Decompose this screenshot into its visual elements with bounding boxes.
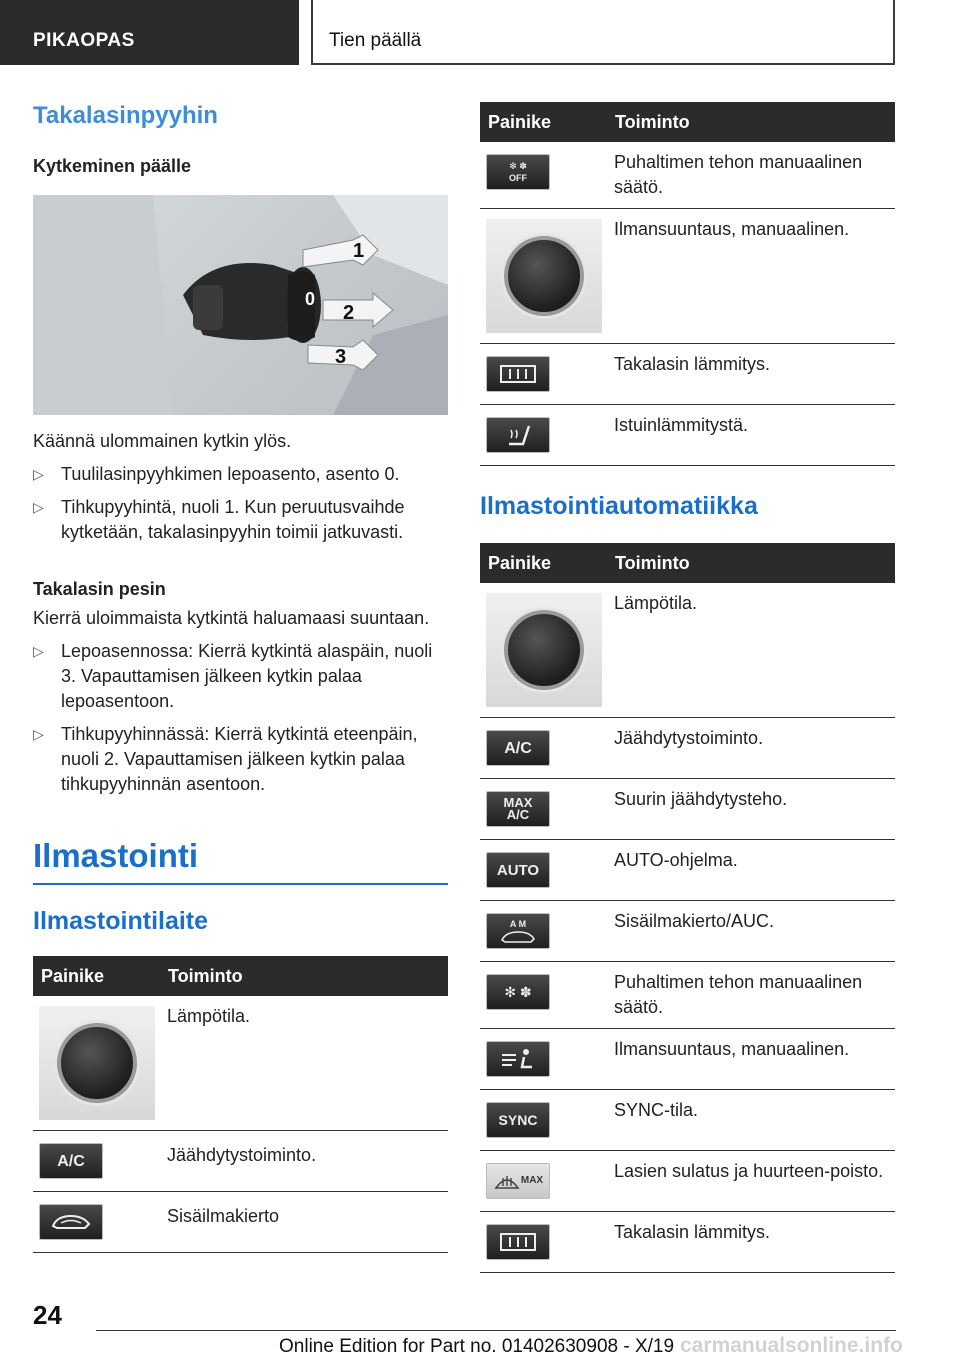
footer-divider <box>96 1330 896 1331</box>
table-row: Sisäilmakierto <box>33 1192 448 1253</box>
washer-bullets <box>33 639 448 797</box>
climate-table <box>33 956 448 1253</box>
table-row: Lämpötila. <box>480 583 895 718</box>
table-row: MAX A/C Suurin jäähdytysteho. <box>480 779 895 840</box>
climate-title: Ilmastointi <box>33 837 199 874</box>
list-item: ▷ Tihkupyyhintä, nuoli 1. Kun peruutusvaihde kytketään, takalasinpyyhin toimii jatkuvasti. <box>33 497 405 542</box>
table-row: A/C Jäähdytystoiminto. <box>480 718 895 779</box>
title-divider <box>33 883 448 885</box>
rear-wiper-title: Takalasinpyyhin <box>33 102 218 129</box>
arrow-label-2: 2 <box>343 302 355 324</box>
page-header <box>0 0 960 66</box>
right-column <box>480 102 895 1273</box>
table-row: SYNC SYNC-tila. <box>480 1090 895 1151</box>
wiper-stalk-photo <box>33 195 448 415</box>
arrow-label-1: 1 <box>353 240 365 262</box>
col-header-button: Painike <box>480 102 606 142</box>
washer-title: Takalasin pesin <box>33 579 166 599</box>
rear-wiper-subtitle: Kytkeminen päälle <box>33 156 192 176</box>
climate-table-continued <box>480 102 895 466</box>
table-row: AUTO AUTO-ohjelma. <box>480 840 895 901</box>
rear-wiper-intro: Käännä ulommainen kytkin ylös. <box>33 431 292 451</box>
col-header-function: Toiminto <box>159 956 448 996</box>
col-header-button: Painike <box>33 956 159 996</box>
triangle-bullet-icon: ▷ <box>33 726 44 742</box>
col-header-button: Painike <box>480 543 606 583</box>
section-tab: PIKAOPAS <box>0 0 299 65</box>
col-header-function: Toiminto <box>606 102 895 142</box>
wiper-stalk-illustration <box>33 195 448 415</box>
air-distribution-icon <box>486 1041 550 1077</box>
list-item: ▷ Tihkupyyhinnässä: Kierrä kytkintä eteenpäin, nuoli 2. Vapauttamisen jälkeen kytkin palaa tihkupyyhinnän asentoon. <box>33 724 418 794</box>
auto-climate-title: Ilmastointiautomatiikka <box>480 492 758 520</box>
table-row: Takalasin lämmitys. <box>480 344 895 405</box>
table-row: ✻ ✽ Puhaltimen tehon manuaalinen säätö. <box>480 962 895 1029</box>
rear-defrost-icon <box>486 1224 550 1260</box>
page-number: 24 <box>33 1300 62 1330</box>
max-defrost-icon: MAX <box>486 1163 550 1199</box>
list-item: ▷ Tuulilasinpyyhkimen lepoasento, asento 0. <box>33 462 448 487</box>
rear-wiper-bullets <box>33 462 448 545</box>
recirculation-icon <box>39 1204 103 1240</box>
table-row: MAX Lasien sulatus ja huurteen-poisto. <box>480 1151 895 1212</box>
table-row: Ilmansuuntaus, manuaalinen. <box>480 1029 895 1090</box>
triangle-bullet-icon: ▷ <box>33 499 44 515</box>
washer-intro: Kierrä uloimmaista kytkintä haluamaasi suuntaan. <box>33 608 430 628</box>
table-row: Ilmansuuntaus, manuaalinen. <box>480 209 895 344</box>
chapter-tab: Tien päällä <box>311 0 895 65</box>
auto-climate-table <box>480 543 895 1273</box>
left-column <box>33 100 448 1253</box>
table-row: Takalasin lämmitys. <box>480 1212 895 1273</box>
climate-subtitle: Ilmastointilaite <box>33 907 209 935</box>
recirculation-auc-icon: A M <box>486 913 550 949</box>
auto-icon: AUTO <box>486 852 550 888</box>
table-row: ✻ ✽ OFF Puhaltimen tehon manuaalinen säätö. <box>480 142 895 209</box>
rear-defrost-icon <box>486 356 550 392</box>
table-row: Lämpötila. <box>33 996 448 1131</box>
list-item: ▷ Lepoasennossa: Kierrä kytkintä alaspäin, nuoli 3. Vapauttamisen jälkeen kytkin palaa lepoasentoon. <box>33 641 433 711</box>
col-header-function: Toiminto <box>606 543 895 583</box>
watermark-brand: carmanualsonline.info <box>680 1334 903 1357</box>
temperature-knob-icon <box>39 1006 155 1120</box>
fan-off-icon: ✻ ✽ OFF <box>486 154 550 190</box>
seat-heating-icon <box>486 417 550 453</box>
air-distribution-knob-icon <box>486 219 602 333</box>
fan-icon: ✻ ✽ <box>486 974 550 1010</box>
temperature-knob-icon <box>486 593 602 707</box>
table-row: Istuinlämmitystä. <box>480 405 895 466</box>
max-ac-icon: MAX A/C <box>486 791 550 827</box>
arrow-label-3: 3 <box>335 346 347 368</box>
edition-text: Online Edition for Part no. 01402630908 - X/19 <box>279 1336 675 1357</box>
triangle-bullet-icon: ▷ <box>33 466 44 482</box>
ac-button-icon: A/C <box>486 730 550 766</box>
ac-button-icon: A/C <box>39 1143 103 1179</box>
table-row: A M Sisäilmakierto/AUC. <box>480 901 895 962</box>
triangle-bullet-icon: ▷ <box>33 643 44 659</box>
position-label-0: 0 <box>305 289 316 309</box>
sync-icon: SYNC <box>486 1102 550 1138</box>
table-row: A/C Jäähdytystoiminto. <box>33 1131 448 1192</box>
